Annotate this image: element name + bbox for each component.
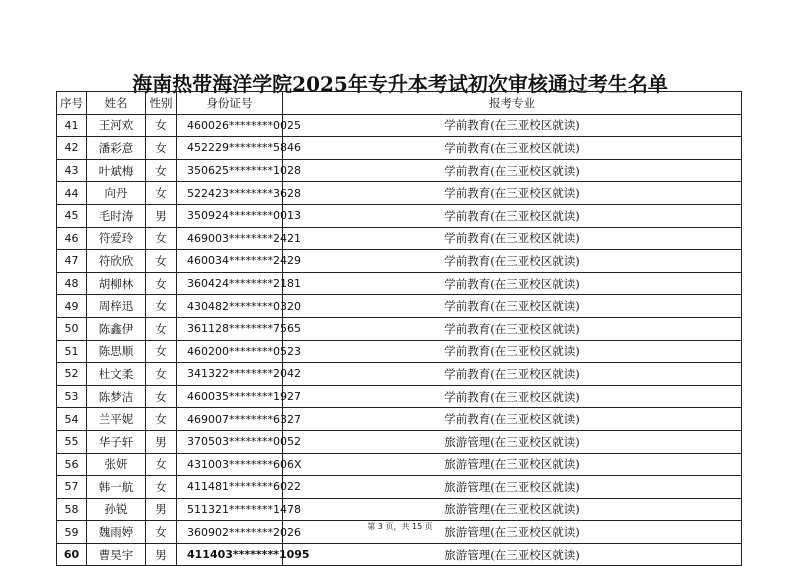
header-gender: 性别 [146, 92, 177, 115]
table-row [57, 453, 742, 476]
cell-serial: 48 [57, 272, 87, 295]
cell-id-number: 360902********2026 [177, 521, 283, 544]
cell-gender: 女 [146, 159, 177, 182]
cell-serial: 50 [57, 317, 87, 340]
cell-serial: 41 [57, 114, 87, 137]
cell-id-number: 460035********1927 [177, 385, 283, 408]
table-row [57, 137, 742, 160]
cell-id-number: 460034********2429 [177, 250, 283, 273]
cell-gender: 女 [146, 385, 177, 408]
cell-gender: 女 [146, 317, 177, 340]
cell-id-number: 370503********0052 [177, 430, 283, 453]
table-row [57, 295, 742, 318]
cell-name: 胡柳林 [87, 272, 146, 295]
cell-major: 学前教育(在三亚校区就读) [283, 363, 742, 386]
table-row [57, 182, 742, 205]
cell-serial: 60 [57, 543, 87, 566]
header-serial: 序号 [57, 92, 87, 115]
cell-id-number: 350625********1028 [177, 159, 283, 182]
cell-gender: 女 [146, 408, 177, 431]
cell-major: 旅游管理(在三亚校区就读) [283, 498, 742, 521]
table-row [57, 543, 742, 566]
cell-name: 孙锐 [87, 498, 146, 521]
cell-serial: 58 [57, 498, 87, 521]
student-table [56, 91, 742, 566]
cell-name: 华子轩 [87, 430, 146, 453]
header-id-number: 身份证号 [177, 92, 283, 115]
table-row [57, 430, 742, 453]
cell-serial: 44 [57, 182, 87, 205]
table-row [57, 363, 742, 386]
cell-major: 旅游管理(在三亚校区就读) [283, 543, 742, 566]
cell-id-number: 469003********2421 [177, 227, 283, 250]
cell-serial: 42 [57, 137, 87, 160]
cell-serial: 57 [57, 476, 87, 499]
table-row [57, 227, 742, 250]
cell-gender: 男 [146, 543, 177, 566]
cell-name: 王河欢 [87, 114, 146, 137]
cell-name: 曹昊宇 [87, 543, 146, 566]
page-footer: 第 3 页，共 15 页 [367, 522, 433, 531]
cell-gender: 女 [146, 476, 177, 499]
cell-name: 周梓迅 [87, 295, 146, 318]
cell-name: 向丹 [87, 182, 146, 205]
cell-gender: 女 [146, 363, 177, 386]
cell-gender: 女 [146, 114, 177, 137]
cell-gender: 男 [146, 430, 177, 453]
cell-serial: 59 [57, 521, 87, 544]
cell-id-number: 411481********6022 [177, 476, 283, 499]
cell-gender: 女 [146, 182, 177, 205]
cell-major: 学前教育(在三亚校区就读) [283, 137, 742, 160]
table-row [57, 317, 742, 340]
cell-name: 陈鑫伊 [87, 317, 146, 340]
table-row [57, 385, 742, 408]
cell-serial: 56 [57, 453, 87, 476]
cell-name: 张妍 [87, 453, 146, 476]
cell-id-number: 460200********0523 [177, 340, 283, 363]
cell-id-number: 341322********2042 [177, 363, 283, 386]
table-row [57, 272, 742, 295]
cell-major: 旅游管理(在三亚校区就读) [283, 476, 742, 499]
cell-serial: 43 [57, 159, 87, 182]
table-header-row [57, 92, 742, 115]
cell-name: 符欣欣 [87, 250, 146, 273]
cell-gender: 女 [146, 250, 177, 273]
table-row [57, 498, 742, 521]
cell-major: 学前教育(在三亚校区就读) [283, 340, 742, 363]
cell-id-number: 511321********1478 [177, 498, 283, 521]
cell-serial: 55 [57, 430, 87, 453]
cell-serial: 52 [57, 363, 87, 386]
table-row [57, 408, 742, 431]
cell-serial: 47 [57, 250, 87, 273]
header-name: 姓名 [87, 92, 146, 115]
cell-name: 兰平妮 [87, 408, 146, 431]
cell-gender: 女 [146, 521, 177, 544]
cell-serial: 53 [57, 385, 87, 408]
cell-gender: 女 [146, 272, 177, 295]
cell-major: 学前教育(在三亚校区就读) [283, 408, 742, 431]
cell-name: 叶斌梅 [87, 159, 146, 182]
cell-id-number: 350924********0013 [177, 204, 283, 227]
cell-id-number: 361128********7565 [177, 317, 283, 340]
cell-name: 韩一航 [87, 476, 146, 499]
cell-gender: 女 [146, 295, 177, 318]
cell-id-number: 460026********0025 [177, 114, 283, 137]
table-row [57, 159, 742, 182]
table-row [57, 204, 742, 227]
cell-major: 学前教育(在三亚校区就读) [283, 250, 742, 273]
table-row [57, 114, 742, 137]
header-major: 报考专业 [283, 92, 742, 115]
cell-serial: 45 [57, 204, 87, 227]
cell-name: 符爱玲 [87, 227, 146, 250]
cell-major: 学前教育(在三亚校区就读) [283, 317, 742, 340]
cell-gender: 男 [146, 204, 177, 227]
cell-name: 魏雨婷 [87, 521, 146, 544]
cell-major: 学前教育(在三亚校区就读) [283, 204, 742, 227]
cell-major: 旅游管理(在三亚校区就读) [283, 521, 742, 544]
cell-id-number: 469007********6327 [177, 408, 283, 431]
cell-name: 陈思顺 [87, 340, 146, 363]
cell-id-number: 411403********1095 [177, 543, 283, 566]
cell-name: 潘彩意 [87, 137, 146, 160]
page-title: 海南热带海洋学院2025年专升本考试初次审核通过考生名单 [132, 72, 668, 96]
cell-major: 学前教育(在三亚校区就读) [283, 295, 742, 318]
table-row [57, 476, 742, 499]
cell-gender: 女 [146, 227, 177, 250]
cell-serial: 49 [57, 295, 87, 318]
cell-gender: 女 [146, 137, 177, 160]
cell-major: 学前教育(在三亚校区就读) [283, 272, 742, 295]
cell-id-number: 452229********5846 [177, 137, 283, 160]
cell-serial: 46 [57, 227, 87, 250]
cell-serial: 54 [57, 408, 87, 431]
cell-major: 学前教育(在三亚校区就读) [283, 114, 742, 137]
cell-major: 旅游管理(在三亚校区就读) [283, 430, 742, 453]
cell-major: 学前教育(在三亚校区就读) [283, 385, 742, 408]
cell-name: 毛时涛 [87, 204, 146, 227]
cell-name: 陈梦洁 [87, 385, 146, 408]
cell-id-number: 522423********3628 [177, 182, 283, 205]
cell-major: 旅游管理(在三亚校区就读) [283, 453, 742, 476]
cell-major: 学前教育(在三亚校区就读) [283, 227, 742, 250]
cell-major: 学前教育(在三亚校区就读) [283, 182, 742, 205]
cell-serial: 51 [57, 340, 87, 363]
cell-gender: 女 [146, 340, 177, 363]
table-body [57, 114, 742, 566]
table-row [57, 250, 742, 273]
cell-id-number: 430482********0320 [177, 295, 283, 318]
cell-major: 学前教育(在三亚校区就读) [283, 159, 742, 182]
cell-id-number: 431003********606X [177, 453, 283, 476]
table-row [57, 340, 742, 363]
cell-gender: 男 [146, 498, 177, 521]
cell-name: 杜文柔 [87, 363, 146, 386]
cell-gender: 女 [146, 453, 177, 476]
cell-id-number: 360424********2181 [177, 272, 283, 295]
